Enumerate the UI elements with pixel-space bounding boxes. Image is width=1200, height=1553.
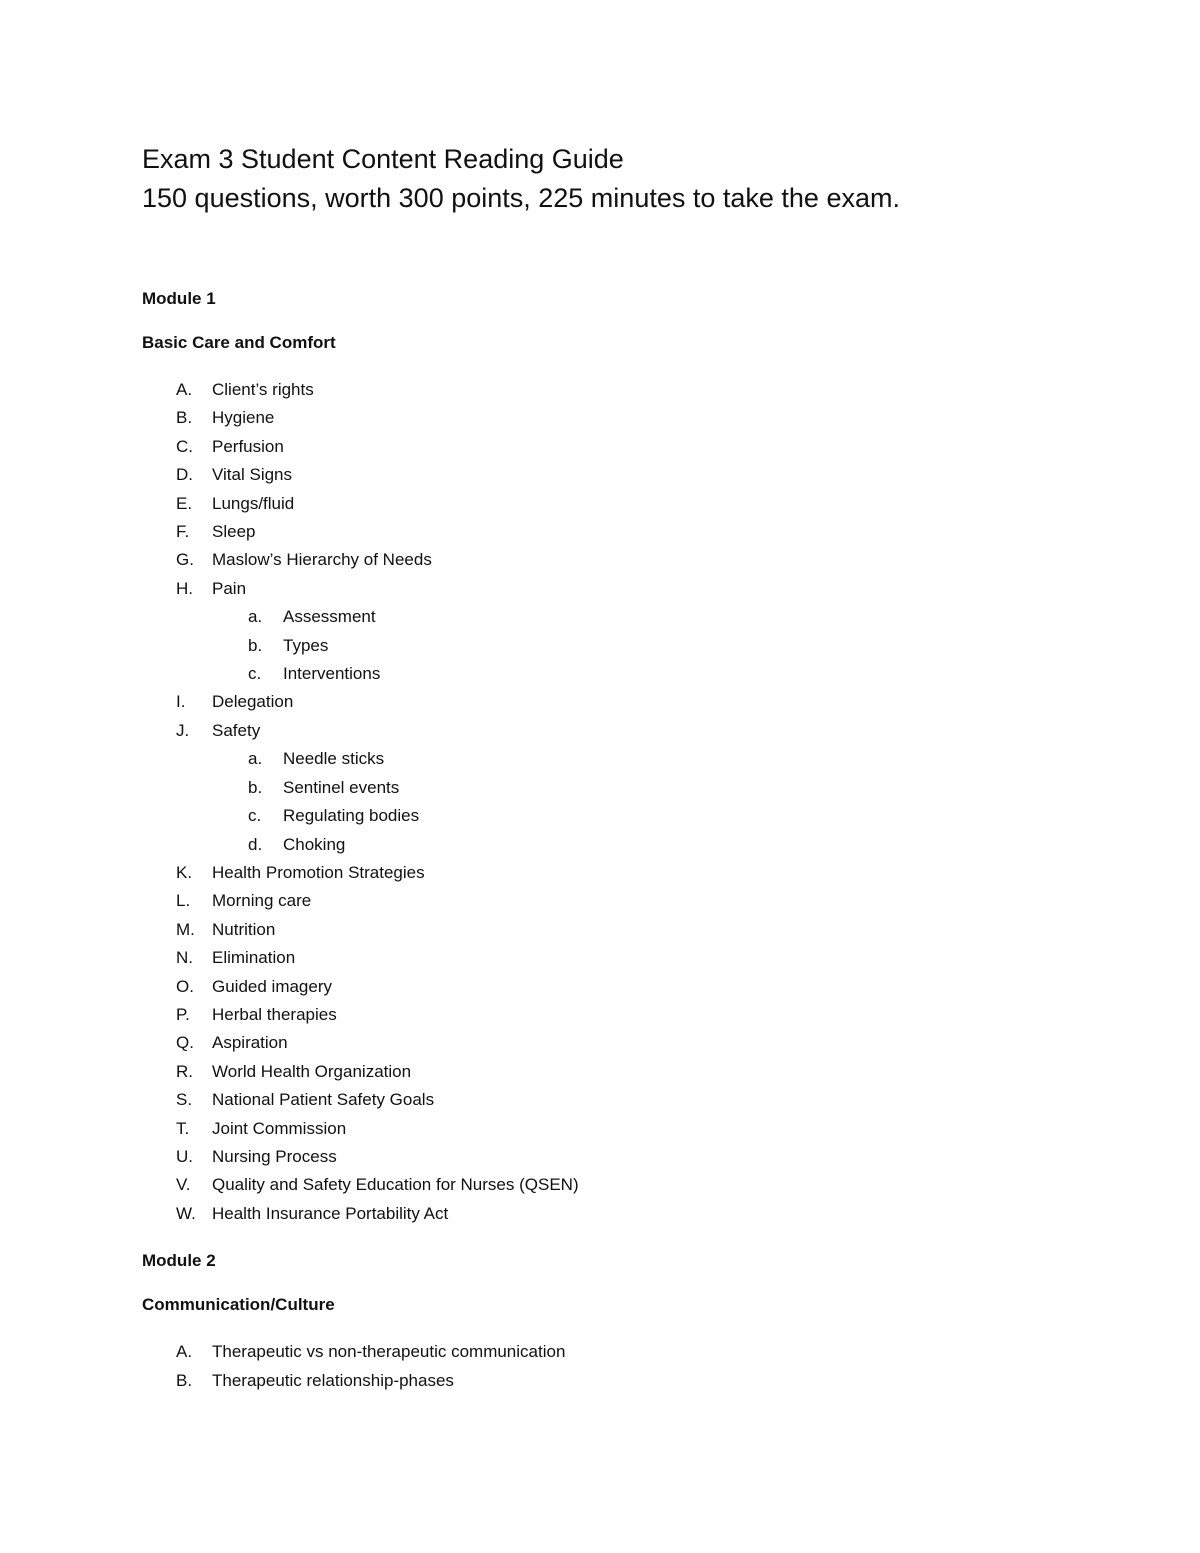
list-item-text: Pain <box>212 578 247 598</box>
list-item <box>142 887 1200 915</box>
sub-list-item-text: Regulating bodies <box>283 806 420 826</box>
list-item-text: Sleep <box>212 522 256 542</box>
list-marker: W. <box>176 1203 196 1223</box>
list-marker: H. <box>176 578 193 598</box>
sub-list-marker: c. <box>248 806 262 826</box>
list-marker: M. <box>176 919 195 939</box>
list-item <box>142 688 1200 716</box>
list-item-text: Lungs/fluid <box>212 493 295 513</box>
list-item <box>142 1200 1200 1228</box>
sub-list-item <box>212 802 1200 830</box>
list-item-text: Health Promotion Strategies <box>212 862 425 882</box>
list-marker: G. <box>176 550 194 570</box>
list-item <box>142 1115 1200 1143</box>
list-item <box>142 1143 1200 1171</box>
sub-list-wrapper <box>142 745 1200 859</box>
list-marker: F. <box>176 522 190 542</box>
list-item <box>142 944 1200 972</box>
list-marker: T. <box>176 1118 190 1138</box>
list-item-text: Quality and Safety Education for Nurses (QSEN) <box>212 1175 579 1195</box>
sub-list-item-text: Interventions <box>283 664 381 684</box>
sub-list-marker: c. <box>248 664 262 684</box>
list-marker: S. <box>176 1090 193 1110</box>
sub-list-item <box>212 831 1200 859</box>
list-item <box>142 404 1200 432</box>
sub-list-item <box>212 660 1200 688</box>
list-item <box>142 916 1200 944</box>
list-item <box>142 376 1200 404</box>
list-item-text: Herbal therapies <box>212 1004 337 1024</box>
list-marker: O. <box>176 976 194 996</box>
list-item-text: Hygiene <box>212 408 275 428</box>
list-item-text: Client’s rights <box>212 380 314 399</box>
list-item-text: Delegation <box>212 692 294 712</box>
list-marker: Q. <box>176 1033 194 1053</box>
list-item-text: Joint Commission <box>212 1118 347 1138</box>
list-marker: B. <box>176 1370 193 1390</box>
list-item-text: Perfusion <box>212 436 284 456</box>
list-item-text: Guided imagery <box>212 976 333 996</box>
list-item <box>142 461 1200 489</box>
list-item-text: Nutrition <box>212 919 276 939</box>
sub-list-item <box>212 774 1200 802</box>
list-marker: V. <box>176 1175 191 1195</box>
list-item-text: Safety <box>212 720 261 740</box>
topic-list <box>142 376 1200 1228</box>
list-item <box>142 575 1200 603</box>
list-item-text: Therapeutic relationship-phases <box>212 1370 454 1390</box>
list-item <box>142 546 1200 574</box>
list-item <box>142 1171 1200 1199</box>
list-marker: A. <box>176 1342 193 1362</box>
list-item <box>142 490 1200 518</box>
list-item <box>142 1086 1200 1114</box>
sub-list-item-text: Choking <box>283 834 346 854</box>
list-item <box>142 518 1200 546</box>
sub-list-item-text: Assessment <box>283 607 376 627</box>
list-item-text: Morning care <box>212 891 312 911</box>
list-marker: A. <box>176 380 193 399</box>
list-marker: C. <box>176 436 193 456</box>
list-item-text: Vital Signs <box>212 465 293 485</box>
document-title: Exam 3 Student Content Reading Guide <box>142 144 624 174</box>
list-item-text: Health Insurance Portability Act <box>212 1203 449 1223</box>
modules-container <box>142 288 1200 1395</box>
topic-list <box>142 1338 1200 1395</box>
list-marker: P. <box>176 1004 190 1024</box>
list-marker: R. <box>176 1061 193 1081</box>
sub-list-item <box>212 603 1200 631</box>
sub-list-marker: b. <box>248 635 263 655</box>
sub-list-wrapper <box>142 603 1200 688</box>
list-item <box>142 1029 1200 1057</box>
list-item-text: Nursing Process <box>212 1146 337 1166</box>
list-item <box>142 717 1200 745</box>
list-marker: D. <box>176 465 193 485</box>
list-marker: J. <box>176 720 190 740</box>
list-item <box>142 1367 1200 1395</box>
list-item <box>142 433 1200 461</box>
list-item-text: Therapeutic vs non-therapeutic communication <box>212 1342 566 1362</box>
section-heading: Basic Care and Comfort <box>142 333 336 352</box>
list-item <box>142 1338 1200 1366</box>
sub-list-marker: b. <box>248 777 263 797</box>
list-marker: U. <box>176 1146 193 1166</box>
list-item-text: Aspiration <box>212 1033 288 1053</box>
list-marker: N. <box>176 948 193 968</box>
sub-list-marker: a. <box>248 607 263 627</box>
list-item-text: Maslow’s Hierarchy of Needs <box>212 550 432 570</box>
list-item-text: World Health Organization <box>212 1061 412 1081</box>
module-heading: Module 2 <box>142 1251 216 1271</box>
list-item-text: Elimination <box>212 948 296 968</box>
sub-list-item <box>212 632 1200 660</box>
sub-topic-list <box>212 745 1200 859</box>
sub-list-marker: d. <box>248 834 263 854</box>
list-item-text: National Patient Safety Goals <box>212 1090 435 1110</box>
sub-list-item-text: Sentinel events <box>283 777 400 797</box>
list-marker: K. <box>176 862 193 882</box>
module-heading: Module 1 <box>142 289 216 308</box>
sub-list-item-text: Needle sticks <box>283 749 385 769</box>
list-item <box>142 1001 1200 1029</box>
sub-list-item <box>212 745 1200 773</box>
list-marker: I. <box>176 692 186 712</box>
list-item <box>142 1058 1200 1086</box>
list-marker: L. <box>176 891 191 911</box>
sub-list-marker: a. <box>248 749 263 769</box>
document-subtitle: 150 questions, worth 300 points, 225 minutes to take the exam. <box>142 183 900 213</box>
list-item <box>142 973 1200 1001</box>
list-marker: E. <box>176 493 193 513</box>
sub-list-item-text: Types <box>283 635 329 655</box>
list-item <box>142 859 1200 887</box>
list-marker: B. <box>176 408 193 428</box>
section-heading: Communication/Culture <box>142 1295 335 1315</box>
sub-topic-list <box>212 603 1200 688</box>
